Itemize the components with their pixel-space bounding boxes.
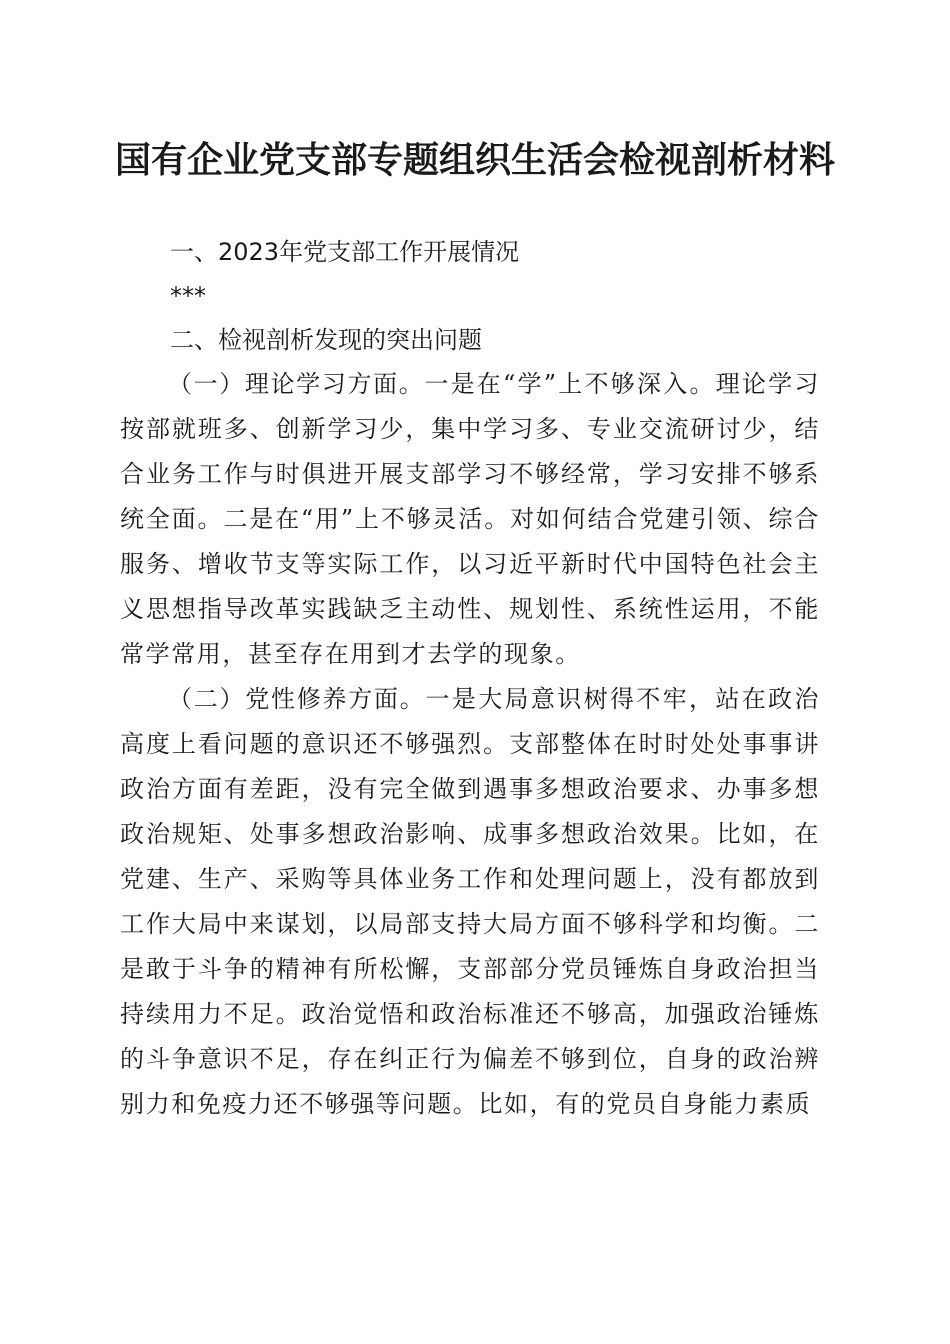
paragraph-text: 一是在“学”上不够深入。理论学习按部就班多、创新学习少，集中学习多、专业交流研讨少，结合业务工作与时俱进开展支部学习不够经常，学习安排不够系统全面。二是在“用”上不够灵活。对如何结合党建引领、综合服务、增收节支等实际工作，以习近平新时代中国特色社会主义思想指导改革实践缺乏主动性、规划性、系统性运用，不能常学常用，甚至存在用到才去学的现象。 <box>120 370 820 668</box>
document-title: 国有企业党支部专题组织生活会检视剖析材料 <box>114 139 835 181</box>
section-1-placeholder: *** <box>170 282 206 310</box>
document-body <box>120 230 820 1127</box>
section-heading-1: 一、2023年党支部工作开展情况 <box>170 238 520 266</box>
paragraph-party-spirit <box>120 677 820 1127</box>
paragraph-lead: （二）党性修养方面。 <box>168 685 426 713</box>
section-heading-2: 二、检视剖析发现的突出问题 <box>170 326 482 354</box>
paragraph-theory-study <box>120 362 820 677</box>
paragraph-text: 一是大局意识树得不牢，站在政治高度上看问题的意识还不够强烈。支部整体在时时处处事事讲政治方面有差距，没有完全做到遇事多想政治要求、办事多想政治规矩、处事多想政治影响、成事多想政治效果。比如，在党建、生产、采购等具体业务工作和处理问题上，没有都放到工作大局中来谋划，以局部支持大局方面不够科学和均衡。二是敢于斗争的精神有所松懈，支部部分党员锤炼自身政治担当持续用力不足。政治觉悟和政治标准还不够高，加强政治锤炼的斗争意识不足，存在纠正行为偏差不够到位，自身的政治辨别力和免疫力还不够强等问题。比如，有的党员自身能力素质 <box>120 685 820 1118</box>
paragraph-lead: （一）理论学习方面。 <box>168 370 425 398</box>
